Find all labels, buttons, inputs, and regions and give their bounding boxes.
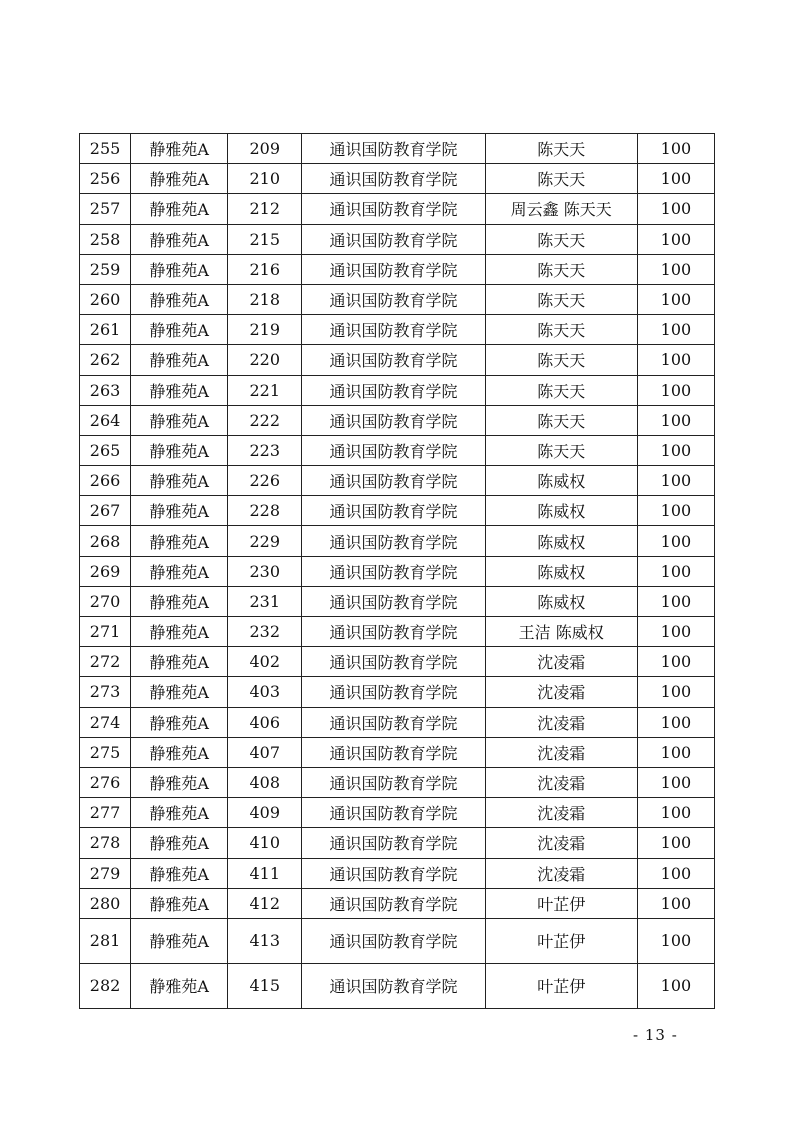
counselor-cell: 沈凌霜	[485, 677, 637, 707]
table-row	[80, 224, 715, 254]
counselor-cell: 陈天天	[485, 315, 637, 345]
row-index-cell: 272	[80, 647, 131, 677]
counselor-cell: 王洁 陈威权	[485, 617, 637, 647]
counselor-cell: 叶芷伊	[485, 888, 637, 918]
room-number-cell: 231	[228, 586, 302, 616]
table-row	[80, 164, 715, 194]
room-number-cell: 215	[228, 224, 302, 254]
score-cell: 100	[637, 737, 714, 767]
table-row	[80, 556, 715, 586]
college-cell: 通识国防教育学院	[302, 556, 485, 586]
building-cell: 静雅苑A	[131, 345, 228, 375]
room-number-cell: 210	[228, 164, 302, 194]
counselor-cell: 沈凌霜	[485, 858, 637, 888]
score-cell: 100	[637, 617, 714, 647]
counselor-cell: 叶芷伊	[485, 963, 637, 1008]
row-index-cell: 258	[80, 224, 131, 254]
score-cell: 100	[637, 194, 714, 224]
room-number-cell: 232	[228, 617, 302, 647]
college-cell: 通识国防教育学院	[302, 963, 485, 1008]
score-cell: 100	[637, 677, 714, 707]
row-index-cell: 270	[80, 586, 131, 616]
college-cell: 通识国防教育学院	[302, 767, 485, 797]
score-cell: 100	[637, 345, 714, 375]
counselor-cell: 陈天天	[485, 375, 637, 405]
table-row	[80, 647, 715, 677]
row-index-cell: 277	[80, 798, 131, 828]
building-cell: 静雅苑A	[131, 617, 228, 647]
counselor-cell: 陈威权	[485, 586, 637, 616]
room-number-cell: 409	[228, 798, 302, 828]
table-row	[80, 828, 715, 858]
score-cell: 100	[637, 963, 714, 1008]
counselor-cell: 沈凌霜	[485, 828, 637, 858]
score-cell: 100	[637, 254, 714, 284]
table-body	[80, 134, 715, 1009]
table-row	[80, 767, 715, 797]
row-index-cell: 275	[80, 737, 131, 767]
row-index-cell: 267	[80, 496, 131, 526]
building-cell: 静雅苑A	[131, 858, 228, 888]
building-cell: 静雅苑A	[131, 556, 228, 586]
college-cell: 通识国防教育学院	[302, 677, 485, 707]
counselor-cell: 陈天天	[485, 284, 637, 314]
college-cell: 通识国防教育学院	[302, 435, 485, 465]
counselor-cell: 陈天天	[485, 164, 637, 194]
score-cell: 100	[637, 918, 714, 963]
score-cell: 100	[637, 828, 714, 858]
room-number-cell: 406	[228, 707, 302, 737]
room-number-cell: 403	[228, 677, 302, 707]
table-row	[80, 677, 715, 707]
row-index-cell: 282	[80, 963, 131, 1008]
row-index-cell: 281	[80, 918, 131, 963]
score-cell: 100	[637, 586, 714, 616]
table-row	[80, 375, 715, 405]
counselor-cell: 陈天天	[485, 435, 637, 465]
room-number-cell: 228	[228, 496, 302, 526]
table-row	[80, 315, 715, 345]
dormitory-score-table	[79, 133, 715, 1009]
room-number-cell: 223	[228, 435, 302, 465]
building-cell: 静雅苑A	[131, 737, 228, 767]
college-cell: 通识国防教育学院	[302, 224, 485, 254]
row-index-cell: 255	[80, 134, 131, 164]
building-cell: 静雅苑A	[131, 134, 228, 164]
score-cell: 100	[637, 888, 714, 918]
college-cell: 通识国防教育学院	[302, 918, 485, 963]
table-row	[80, 918, 715, 963]
score-cell: 100	[637, 767, 714, 797]
table-row	[80, 194, 715, 224]
college-cell: 通识国防教育学院	[302, 496, 485, 526]
table-row	[80, 134, 715, 164]
score-cell: 100	[637, 224, 714, 254]
counselor-cell: 陈天天	[485, 224, 637, 254]
row-index-cell: 273	[80, 677, 131, 707]
room-number-cell: 410	[228, 828, 302, 858]
college-cell: 通识国防教育学院	[302, 647, 485, 677]
building-cell: 静雅苑A	[131, 677, 228, 707]
table-row	[80, 345, 715, 375]
table-row	[80, 963, 715, 1008]
room-number-cell: 220	[228, 345, 302, 375]
score-cell: 100	[637, 858, 714, 888]
counselor-cell: 陈威权	[485, 526, 637, 556]
building-cell: 静雅苑A	[131, 284, 228, 314]
room-number-cell: 408	[228, 767, 302, 797]
college-cell: 通识国防教育学院	[302, 375, 485, 405]
table-row	[80, 526, 715, 556]
room-number-cell: 222	[228, 405, 302, 435]
room-number-cell: 226	[228, 466, 302, 496]
score-cell: 100	[637, 526, 714, 556]
score-cell: 100	[637, 134, 714, 164]
row-index-cell: 263	[80, 375, 131, 405]
building-cell: 静雅苑A	[131, 164, 228, 194]
room-number-cell: 412	[228, 888, 302, 918]
table-row	[80, 254, 715, 284]
row-index-cell: 260	[80, 284, 131, 314]
counselor-cell: 陈天天	[485, 134, 637, 164]
room-number-cell: 212	[228, 194, 302, 224]
counselor-cell: 沈凌霜	[485, 707, 637, 737]
table-row	[80, 435, 715, 465]
row-index-cell: 265	[80, 435, 131, 465]
table-row	[80, 737, 715, 767]
college-cell: 通识国防教育学院	[302, 284, 485, 314]
room-number-cell: 216	[228, 254, 302, 284]
row-index-cell: 264	[80, 405, 131, 435]
table-row	[80, 586, 715, 616]
college-cell: 通识国防教育学院	[302, 466, 485, 496]
room-number-cell: 407	[228, 737, 302, 767]
score-cell: 100	[637, 798, 714, 828]
room-number-cell: 229	[228, 526, 302, 556]
building-cell: 静雅苑A	[131, 224, 228, 254]
score-cell: 100	[637, 315, 714, 345]
building-cell: 静雅苑A	[131, 798, 228, 828]
table-row	[80, 496, 715, 526]
page-number: - 13 -	[633, 1026, 678, 1044]
counselor-cell: 陈威权	[485, 466, 637, 496]
college-cell: 通识国防教育学院	[302, 707, 485, 737]
row-index-cell: 271	[80, 617, 131, 647]
college-cell: 通识国防教育学院	[302, 164, 485, 194]
room-number-cell: 221	[228, 375, 302, 405]
counselor-cell: 周云鑫 陈天天	[485, 194, 637, 224]
counselor-cell: 陈天天	[485, 254, 637, 284]
score-cell: 100	[637, 707, 714, 737]
room-number-cell: 415	[228, 963, 302, 1008]
building-cell: 静雅苑A	[131, 963, 228, 1008]
counselor-cell: 陈威权	[485, 496, 637, 526]
counselor-cell: 沈凌霜	[485, 798, 637, 828]
counselor-cell: 陈天天	[485, 405, 637, 435]
table-row	[80, 888, 715, 918]
room-number-cell: 413	[228, 918, 302, 963]
room-number-cell: 218	[228, 284, 302, 314]
row-index-cell: 261	[80, 315, 131, 345]
counselor-cell: 陈天天	[485, 345, 637, 375]
building-cell: 静雅苑A	[131, 194, 228, 224]
building-cell: 静雅苑A	[131, 828, 228, 858]
college-cell: 通识国防教育学院	[302, 194, 485, 224]
row-index-cell: 276	[80, 767, 131, 797]
building-cell: 静雅苑A	[131, 647, 228, 677]
row-index-cell: 269	[80, 556, 131, 586]
college-cell: 通识国防教育学院	[302, 134, 485, 164]
score-cell: 100	[637, 375, 714, 405]
building-cell: 静雅苑A	[131, 526, 228, 556]
row-index-cell: 274	[80, 707, 131, 737]
building-cell: 静雅苑A	[131, 254, 228, 284]
row-index-cell: 278	[80, 828, 131, 858]
row-index-cell: 257	[80, 194, 131, 224]
score-cell: 100	[637, 164, 714, 194]
college-cell: 通识国防教育学院	[302, 858, 485, 888]
score-cell: 100	[637, 496, 714, 526]
college-cell: 通识国防教育学院	[302, 737, 485, 767]
building-cell: 静雅苑A	[131, 918, 228, 963]
building-cell: 静雅苑A	[131, 405, 228, 435]
counselor-cell: 沈凌霜	[485, 737, 637, 767]
table-row	[80, 858, 715, 888]
table-row	[80, 466, 715, 496]
score-cell: 100	[637, 405, 714, 435]
table-row	[80, 284, 715, 314]
score-cell: 100	[637, 435, 714, 465]
building-cell: 静雅苑A	[131, 767, 228, 797]
building-cell: 静雅苑A	[131, 375, 228, 405]
row-index-cell: 268	[80, 526, 131, 556]
score-cell: 100	[637, 647, 714, 677]
table-row	[80, 798, 715, 828]
table-row	[80, 405, 715, 435]
college-cell: 通识国防教育学院	[302, 617, 485, 647]
college-cell: 通识国防教育学院	[302, 405, 485, 435]
counselor-cell: 沈凌霜	[485, 767, 637, 797]
college-cell: 通识国防教育学院	[302, 798, 485, 828]
college-cell: 通识国防教育学院	[302, 828, 485, 858]
row-index-cell: 280	[80, 888, 131, 918]
building-cell: 静雅苑A	[131, 496, 228, 526]
building-cell: 静雅苑A	[131, 435, 228, 465]
college-cell: 通识国防教育学院	[302, 526, 485, 556]
counselor-cell: 叶芷伊	[485, 918, 637, 963]
room-number-cell: 402	[228, 647, 302, 677]
table-row	[80, 617, 715, 647]
row-index-cell: 256	[80, 164, 131, 194]
counselor-cell: 沈凌霜	[485, 647, 637, 677]
table-row	[80, 707, 715, 737]
room-number-cell: 411	[228, 858, 302, 888]
row-index-cell: 266	[80, 466, 131, 496]
college-cell: 通识国防教育学院	[302, 345, 485, 375]
college-cell: 通识国防教育学院	[302, 315, 485, 345]
room-number-cell: 219	[228, 315, 302, 345]
building-cell: 静雅苑A	[131, 888, 228, 918]
college-cell: 通识国防教育学院	[302, 254, 485, 284]
counselor-cell: 陈威权	[485, 556, 637, 586]
room-number-cell: 209	[228, 134, 302, 164]
score-cell: 100	[637, 284, 714, 314]
building-cell: 静雅苑A	[131, 466, 228, 496]
room-number-cell: 230	[228, 556, 302, 586]
college-cell: 通识国防教育学院	[302, 888, 485, 918]
building-cell: 静雅苑A	[131, 586, 228, 616]
row-index-cell: 279	[80, 858, 131, 888]
building-cell: 静雅苑A	[131, 707, 228, 737]
row-index-cell: 259	[80, 254, 131, 284]
score-cell: 100	[637, 556, 714, 586]
score-cell: 100	[637, 466, 714, 496]
building-cell: 静雅苑A	[131, 315, 228, 345]
college-cell: 通识国防教育学院	[302, 586, 485, 616]
row-index-cell: 262	[80, 345, 131, 375]
